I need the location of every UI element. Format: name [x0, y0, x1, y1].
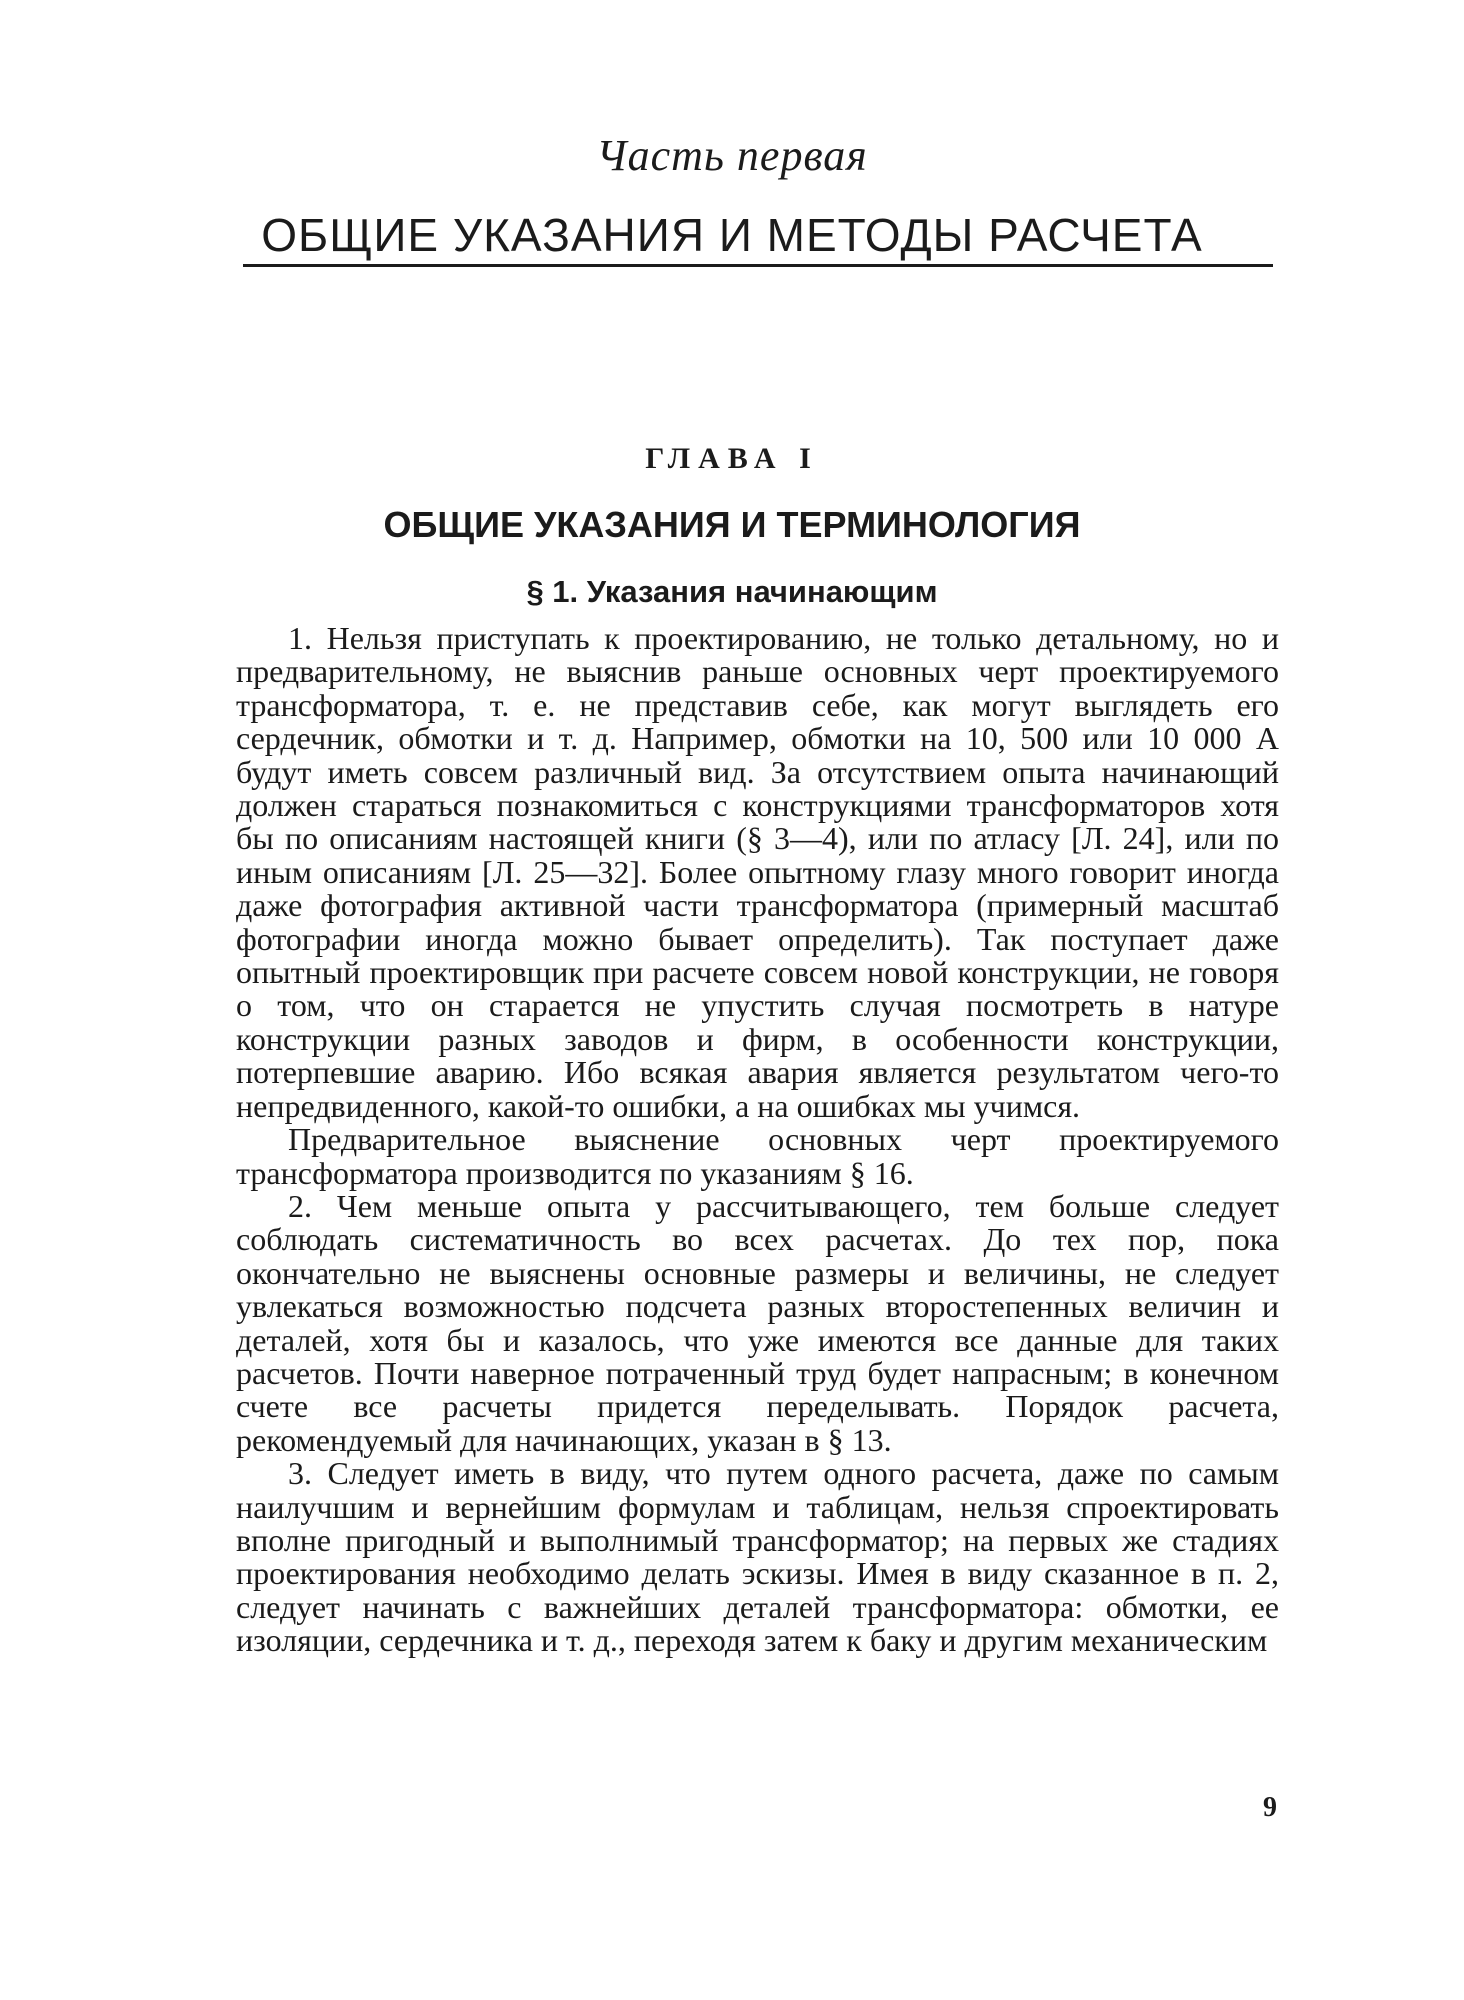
paragraph-3: 2. Чем меньше опыта у рассчитывающего, тем больше следует соблюдать систематичность во всех расчетах. До тех пор, пока окончательно не выяснены основные размеры и величины, не следует увлекаться возможностью подсчета разных второстепенных величин и деталей, хотя бы и казалось, что уже имеются все данные для таких расчетов. Почти наверное потраченный труд будет напрасным; в конечном счете все расчеты придется переделывать. Порядок расчета, рекомендуемый для начинающих, указан в § 13. [236, 1187, 1279, 1458]
paragraph-1: 1. Нельзя приступать к проектированию, не только детальному, но и предварительному, не выяснив раньше основных черт проектируемого трансформатора, т. е. не представив себе, как могут выглядеть его сердечник, обмотки и т. д. Например, обмотки на 10, 500 или 10 000 А будут иметь совсем различный вид. За отсутствием опыта начинающий должен стараться познакомиться с конструкциями трансформаторов хотя бы по описаниям настоящей книги (§ 3—4), или по атласу [Л. 24], или по иным описаниям [Л. 25—32]. Более опытному глазу много говорит иногда даже фотография активной части трансформатора (примерный масштаб фотографии иногда можно бывает определить). Так поступает даже опытный проектировщик при расчете совсем новой конструкции, не говоря о том, что он старается не упустить случая посмотреть в натуре конструкции разных заводов и фирм, в особенности конструкции, потерпевшие аварию. Ибо всякая авария является результатом чего-то непредвиденного, какой-то ошибки, а на ошибках мы учимся. [236, 620, 1279, 1124]
paragraph-2: Предварительное выяснение основных черт проектируемого трансформатора производится по указаниям § 16. [236, 1121, 1279, 1191]
section-heading: ОБЩИЕ УКАЗАНИЯ И МЕТОДЫ РАСЧЕТА [261, 209, 1203, 261]
paragraph-title: § 1. Указания начинающим [526, 574, 938, 609]
heading-rule [243, 264, 1273, 267]
page-number: 9 [1263, 1792, 1277, 1823]
paragraph-4: 3. Следует иметь в виду, что путем одного расчета, даже по самым наилучшим и вернейшим формулам и таблицам, нельзя спроектировать вполне пригодный и выполнимый трансформатор; на первых же стадиях проектирования необходимо делать эскизы. Имея в виду сказанное в п. 2, следует начинать с важнейших деталей трансформатора: обмотки, ее изоляции, сердечника и т. д., переходя затем к баку и другим механическим [236, 1455, 1279, 1659]
part-title: Часть первая [596, 131, 868, 180]
body-text [236, 622, 1279, 1658]
chapter-label: ГЛАВА I [645, 442, 819, 475]
chapter-title: ОБЩИЕ УКАЗАНИЯ И ТЕРМИНОЛОГИЯ [383, 504, 1081, 545]
